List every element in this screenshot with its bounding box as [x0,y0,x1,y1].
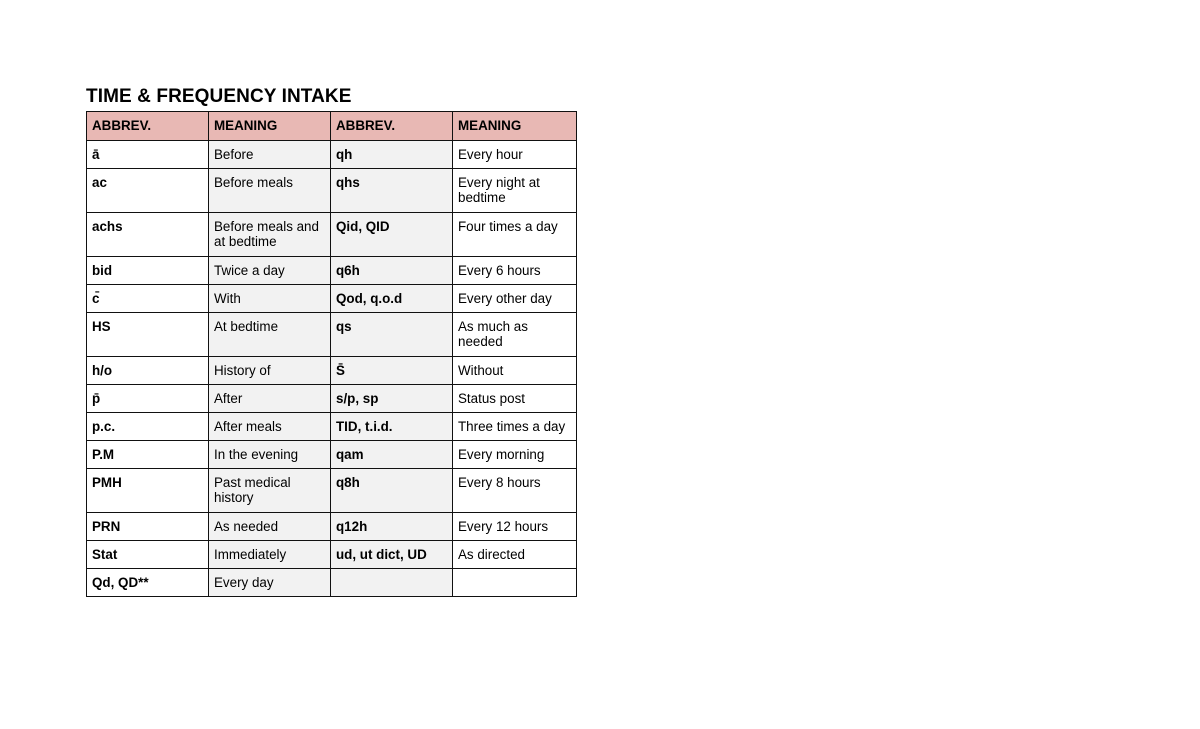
meaning-cell: In the evening [209,441,331,469]
abbrev-cell: s/p, sp [331,385,453,413]
abbrev-cell: q12h [331,513,453,541]
abbrev-cell: qh [331,141,453,169]
abbrev-cell: Qd, QD** [87,569,209,597]
table-row [87,541,577,569]
meaning-cell: As much as needed [453,313,577,357]
meaning-cell: Before [209,141,331,169]
meaning-cell: As directed [453,541,577,569]
table-row [87,357,577,385]
table-body [87,141,577,597]
header-abbrev-1: ABBREV. [87,112,209,141]
meaning-cell: Every hour [453,141,577,169]
header-meaning-1: MEANING [209,112,331,141]
table-row [87,513,577,541]
abbrev-cell: bid [87,257,209,285]
meaning-cell: Every 6 hours [453,257,577,285]
table-row [87,413,577,441]
abbrev-cell: Stat [87,541,209,569]
table-row [87,285,577,313]
table-row [87,313,577,357]
abbrev-cell: Qid, QID [331,213,453,257]
meaning-cell: With [209,285,331,313]
meaning-cell: Every night at bedtime [453,169,577,213]
meaning-cell: Every 12 hours [453,513,577,541]
meaning-cell: Twice a day [209,257,331,285]
abbrev-cell: Qod, q.o.d [331,285,453,313]
meaning-cell: Without [453,357,577,385]
abbrev-cell [331,569,453,597]
table-row [87,469,577,513]
meaning-cell: Every day [209,569,331,597]
abbrev-cell: q6h [331,257,453,285]
table-header-row [87,112,577,141]
abbrev-cell: P.M [87,441,209,469]
table-row [87,569,577,597]
abbrev-cell: c̄ [87,285,209,313]
abbrev-cell: ā [87,141,209,169]
table-row [87,141,577,169]
abbrev-cell: p.c. [87,413,209,441]
table-row [87,385,577,413]
meaning-cell: At bedtime [209,313,331,357]
meaning-cell: Every other day [453,285,577,313]
header-meaning-2: MEANING [453,112,577,141]
abbrev-cell: ud, ut dict, UD [331,541,453,569]
table-row [87,257,577,285]
meaning-cell: Every morning [453,441,577,469]
abbrev-cell: h/o [87,357,209,385]
abbrev-cell: HS [87,313,209,357]
page-title: TIME & FREQUENCY INTAKE [86,86,352,107]
abbrev-cell: p̄ [87,385,209,413]
table-row [87,213,577,257]
meaning-cell: Before meals [209,169,331,213]
abbrev-cell: TID, t.i.d. [331,413,453,441]
meaning-cell: Before meals and at bedtime [209,213,331,257]
meaning-cell: Immediately [209,541,331,569]
abbreviation-table [86,111,577,597]
table-row [87,169,577,213]
meaning-cell: Status post [453,385,577,413]
meaning-cell: After meals [209,413,331,441]
meaning-cell: As needed [209,513,331,541]
abbrev-cell: q8h [331,469,453,513]
abbrev-cell: achs [87,213,209,257]
abbrev-cell: qhs [331,169,453,213]
meaning-cell: History of [209,357,331,385]
meaning-cell: Three times a day [453,413,577,441]
meaning-cell: Every 8 hours [453,469,577,513]
abbrev-cell: ac [87,169,209,213]
header-abbrev-2: ABBREV. [331,112,453,141]
abbrev-cell: S̄ [331,357,453,385]
abbrev-cell: PMH [87,469,209,513]
abbrev-cell: qam [331,441,453,469]
table-row [87,441,577,469]
abbrev-cell: qs [331,313,453,357]
meaning-cell: After [209,385,331,413]
meaning-cell [453,569,577,597]
meaning-cell: Four times a day [453,213,577,257]
meaning-cell: Past medical history [209,469,331,513]
abbrev-cell: PRN [87,513,209,541]
